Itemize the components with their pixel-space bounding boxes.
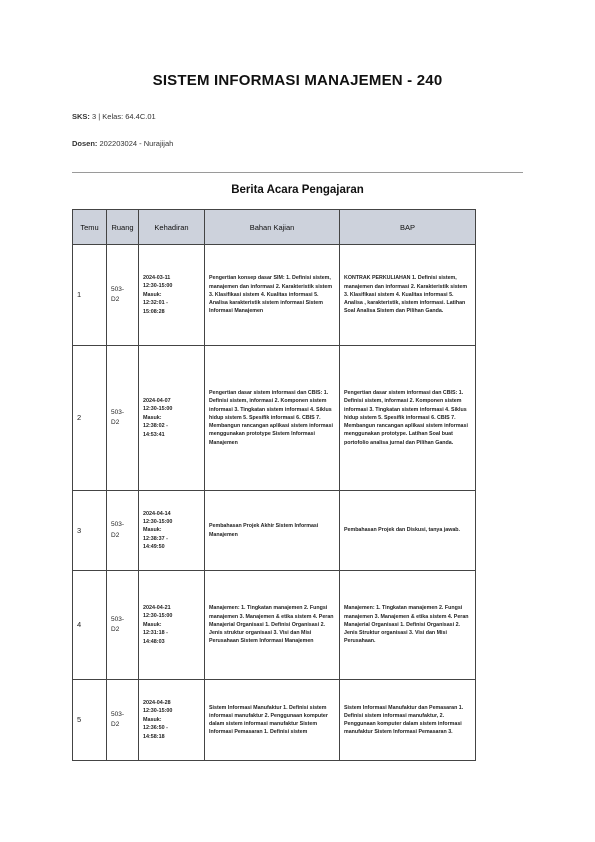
cell-ruang: [107, 491, 139, 571]
kehadiran-time-out: 15:08:28: [143, 308, 165, 315]
bahan-text: Manajemen: 1. Tingkatan manajemen 2. Fungsi manajemen 3. Manajemen & etika sistem 4. Peran Manajerial Organisasi 1. Definisi Organisasi 2. Jenis struktur organisasi 3. Visi dan Misi Perusahaan Sistem Informasi Manajemen: [209, 605, 334, 645]
cell-ruang: [107, 680, 139, 761]
ruang-line: 503-: [111, 710, 125, 718]
kehadiran-date: 2024-04-21: [143, 605, 171, 612]
cell-bahan-kajian: [205, 491, 340, 571]
cell-kehadiran: [139, 346, 205, 491]
kehadiran-date: 2024-04-14: [143, 510, 171, 517]
cell-bahan-kajian: [205, 346, 340, 491]
kehadiran-masuk-label: Masuk:: [143, 527, 162, 534]
cell-bap: [340, 346, 476, 491]
cell-bahan-kajian: [205, 571, 340, 680]
cell-bap: [340, 571, 476, 680]
cell-bap: [340, 491, 476, 571]
kehadiran-time-in: 12:32:01 -: [143, 300, 168, 307]
kehadiran-time-in: 12:36:50 -: [143, 725, 168, 732]
dosen-label: Dosen:: [72, 139, 98, 148]
sks-class-info: [72, 112, 156, 121]
cell-kehadiran: [139, 491, 205, 571]
ruang-line: D2: [111, 419, 120, 426]
bap-text: Pengertian dasar sistem informasi dan CBIS: 1. Definisi sistem, informasi 2. Komponen sistem informasi 3. Tingkatan sistem informasi 4. Siklus hidup sistem 5. Spesifik informasi 6. CBIS 7. Membangun rancangan aplikasi sistem informasi menggunakan prototype. Latihan Soal buat portofolio analisa jurnal dan Pilihan Ganda.: [344, 390, 468, 446]
dosen-value: 202203024 - Nurajijah: [99, 139, 174, 148]
header-temu: Temu: [73, 210, 107, 245]
bahan-text: Pengertian dasar sistem informasi dan CBIS: 1. Definisi sistem, informasi 2. Komponen sistem informasi 3. Tingkatan sistem informasi 4. Siklus hidup sistem 5. Spesifik informasi 6. CBIS 7. Membangun rancangan aplikasi sistem informasi menggunakan prototype Sistem Informasi Manajemen: [209, 390, 333, 446]
header-bap: BAP: [340, 210, 476, 245]
kehadiran-time-in: 12:38:37 -: [143, 535, 168, 542]
cell-bap: [340, 245, 476, 346]
cell-bahan-kajian: [205, 245, 340, 346]
bahan-text: Pengertian konsep dasar SIM: 1. Definisi sistem, manajemen dan informasi 2. Karakteristik sistem 3. Klasifikasi sistem 4. Kualitas informasi 5. Analisa karakteristik sistem informasi Sistem Informasi Manajemen: [209, 275, 333, 315]
kehadiran-schedule: 12:30-15:00: [143, 708, 173, 715]
teaching-record-table: [72, 209, 476, 761]
cell-temu: 3: [73, 491, 107, 571]
cell-kehadiran: [139, 571, 205, 680]
cell-bap: [340, 680, 476, 761]
bap-text: Pembahasan Projek dan Diskusi, tanya jawab.: [344, 527, 460, 534]
kehadiran-time-out: 14:53:41: [143, 431, 165, 438]
ruang-line: D2: [111, 531, 120, 539]
kehadiran-masuk-label: Masuk:: [143, 716, 162, 723]
sks-label: SKS:: [72, 112, 90, 121]
ruang-line: D2: [111, 296, 120, 303]
cell-temu: 1: [73, 245, 107, 346]
cell-ruang: [107, 346, 139, 491]
table-row: [73, 680, 476, 761]
cell-temu: 2: [73, 346, 107, 491]
kehadiran-masuk-label: Masuk:: [143, 621, 162, 628]
table-row: [73, 245, 476, 346]
bap-text: Manajemen: 1. Tingkatan manajemen 2. Fungsi manajemen 3. Manajemen & etika sistem 4. Peran Manajerial Organisasi 1. Definisi Organisasi 2. Jenis Struktur organisasi 3. Visi dan Misi Perusahaan.: [344, 605, 469, 645]
divider: [72, 172, 523, 173]
bahan-text: Pembahasan Projek Akhir Sistem Informasi Manajemen: [209, 523, 319, 538]
table-header-row: [73, 210, 476, 245]
table-row: [73, 491, 476, 571]
sks-value: 3 | Kelas: 64.4C.01: [92, 112, 156, 121]
kehadiran-schedule: 12:30-15:00: [143, 613, 173, 620]
header-bahan-kajian: Bahan Kajian: [205, 210, 340, 245]
table-row: [73, 346, 476, 491]
ruang-line: 503-: [111, 521, 125, 529]
ruang-line: 503-: [111, 285, 125, 293]
kehadiran-time-out: 14:48:03: [143, 638, 165, 645]
cell-ruang: [107, 245, 139, 346]
cell-ruang: [107, 571, 139, 680]
cell-kehadiran: [139, 680, 205, 761]
bap-text: Sistem Informasi Manufaktur dan Pemasaran 1. Definisi sistem informasi manufaktur, 2. Penggunaan komputer dalam sistem informasi manufaktur Sistem Informasi Pemasaran 3.: [344, 704, 464, 736]
kehadiran-schedule: 12:30-15:00: [143, 518, 173, 525]
kehadiran-date: 2024-03-11: [143, 275, 171, 282]
header-kehadiran: Kehadiran: [139, 210, 205, 245]
section-title: Berita Acara Pengajaran: [231, 184, 364, 196]
cell-temu: 5: [73, 680, 107, 761]
table-row: [73, 571, 476, 680]
kehadiran-schedule: 12:30-15:00: [143, 406, 173, 413]
kehadiran-masuk-label: Masuk:: [143, 291, 162, 298]
ruang-line: D2: [111, 721, 120, 728]
cell-temu: 4: [73, 571, 107, 680]
kehadiran-masuk-label: Masuk:: [143, 414, 162, 421]
cell-kehadiran: [139, 245, 205, 346]
kehadiran-schedule: 12:30-15:00: [143, 283, 173, 290]
kehadiran-date: 2024-04-28: [143, 700, 171, 707]
kehadiran-time-out: 14:58:18: [143, 733, 165, 740]
kehadiran-time-in: 12:38:02 -: [143, 423, 168, 430]
ruang-line: 503-: [111, 408, 125, 416]
ruang-line: 503-: [111, 615, 125, 623]
bahan-text: Sistem Informasi Manufaktur 1. Definisi sistem informasi manufaktur 2. Penggunaan komputer dalam sistem informasi manufaktur Sistem Informasi Pemasaran 1. Definisi sistem: [209, 704, 328, 736]
kehadiran-time-in: 12:31:18 -: [143, 630, 168, 637]
cell-bahan-kajian: [205, 680, 340, 761]
header-ruang: Ruang: [107, 210, 139, 245]
lecturer-info: [72, 139, 173, 148]
bap-text: KONTRAK PERKULIAHAN 1. Definisi sistem, manajemen dan informasi 2. Karakteristik sistem 3. Klasifikasi sistem 4. Kualitas informasi 5. Analisa , karakteristik, sistem informasi. Latihan Soal Analisa Sistem dan Pilihan Ganda.: [344, 275, 468, 315]
kehadiran-date: 2024-04-07: [143, 398, 171, 405]
kehadiran-time-out: 14:49:50: [143, 544, 165, 551]
ruang-line: D2: [111, 626, 120, 633]
document-title: SISTEM INFORMASI MANAJEMEN - 240: [152, 72, 443, 89]
